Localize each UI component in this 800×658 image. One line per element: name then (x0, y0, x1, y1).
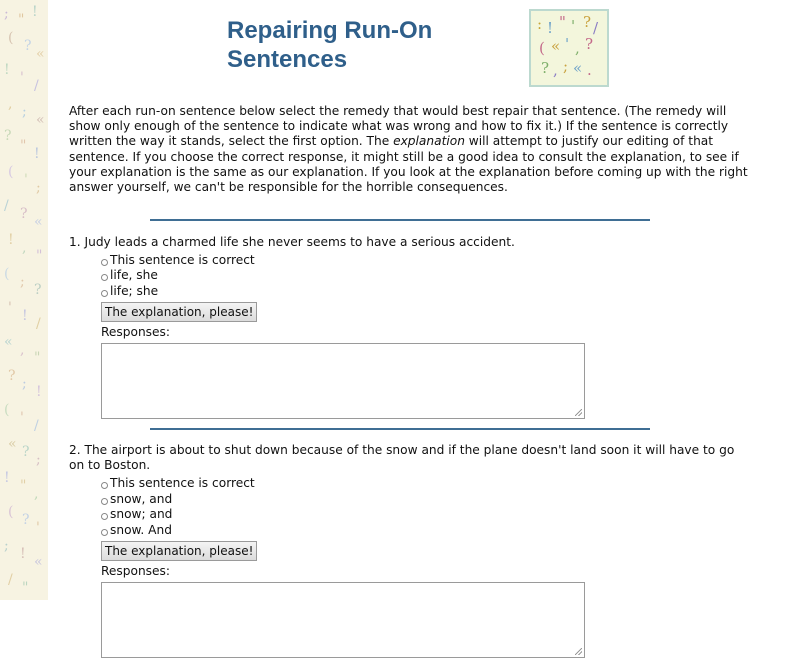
radio-button[interactable] (101, 513, 108, 520)
radio-button[interactable] (101, 259, 108, 266)
question-text: 1. Judy leads a charmed life she never seems to have a serious accident. (69, 235, 515, 249)
answer-options (101, 474, 749, 536)
option-label: life; she (110, 283, 159, 298)
punctuation-pattern-icon: ; " ! ( ? « ! ' / , ; « ? " ! ( ' ; / ? « ! , " ( ; ? ' ! / « , " ? ; ! ( ' / « ? ; ! " , ( ? ' ; ! « / " (0, 0, 48, 600)
resize-handle-icon[interactable] (575, 648, 582, 655)
option-label: life, she (110, 268, 158, 283)
radio-button[interactable] (101, 274, 108, 281)
answer-option[interactable] (101, 282, 749, 298)
option-label: This sentence is correct (110, 252, 255, 267)
radio-button[interactable] (101, 290, 108, 297)
answer-option[interactable] (101, 251, 749, 267)
question-1 (69, 235, 749, 419)
option-label: This sentence is correct (110, 476, 255, 490)
responses-label: Responses: (101, 563, 170, 578)
answer-option[interactable] (101, 490, 749, 506)
radio-button[interactable] (101, 498, 108, 505)
instructions-part-1: After each run-on sentence below select the remedy that would best repair that sentence. (The remedy will show only enough of the sentence to indicate what was wrong and how to fix it.) If the sentence is correctly written the way it stands, select the first option. The (69, 104, 729, 149)
divider (150, 428, 650, 430)
radio-button[interactable] (101, 529, 108, 536)
page-title-line-2: Sentences (227, 46, 348, 73)
resize-handle-icon[interactable] (575, 409, 582, 416)
page-title-line-1: Repairing Run-On (227, 17, 433, 44)
question-2 (69, 443, 749, 658)
punctuation-marks-icon: : ! " ' ? / ( « ' , ? ? , ; « . (529, 9, 609, 87)
answer-option[interactable] (101, 506, 749, 522)
instructions-text (69, 104, 749, 195)
responses-textarea[interactable] (101, 582, 585, 658)
option-label: snow; and (110, 507, 173, 522)
answer-option[interactable] (101, 267, 749, 283)
answer-option[interactable] (101, 474, 749, 490)
divider (150, 219, 650, 221)
radio-button[interactable] (101, 482, 108, 489)
question-text: 2. The airport is about to shut down because of the snow and if the plane doesn't land soon it will have to go on to Boston. (69, 443, 735, 473)
instructions-emphasis: explanation (393, 134, 465, 149)
instructions-part-2: will attempt to justify our editing of that sentence. If you choose the correct response, it might still be a good idea to consult the explanation, to see if your explanation is the same as our explanation. If you look at the explanation before coming up with the right answer yourself, we can't be responsible for the horrible consequences. (69, 134, 748, 195)
option-label: snow. And (110, 522, 172, 537)
responses-textarea[interactable] (101, 343, 585, 419)
explanation-button[interactable]: The explanation, please! (101, 302, 257, 322)
answer-options (101, 251, 749, 298)
explanation-button[interactable]: The explanation, please! (101, 541, 257, 561)
answer-option[interactable] (101, 521, 749, 537)
option-label: snow, and (110, 491, 173, 506)
responses-label: Responses: (101, 324, 170, 339)
page-title (227, 16, 507, 74)
